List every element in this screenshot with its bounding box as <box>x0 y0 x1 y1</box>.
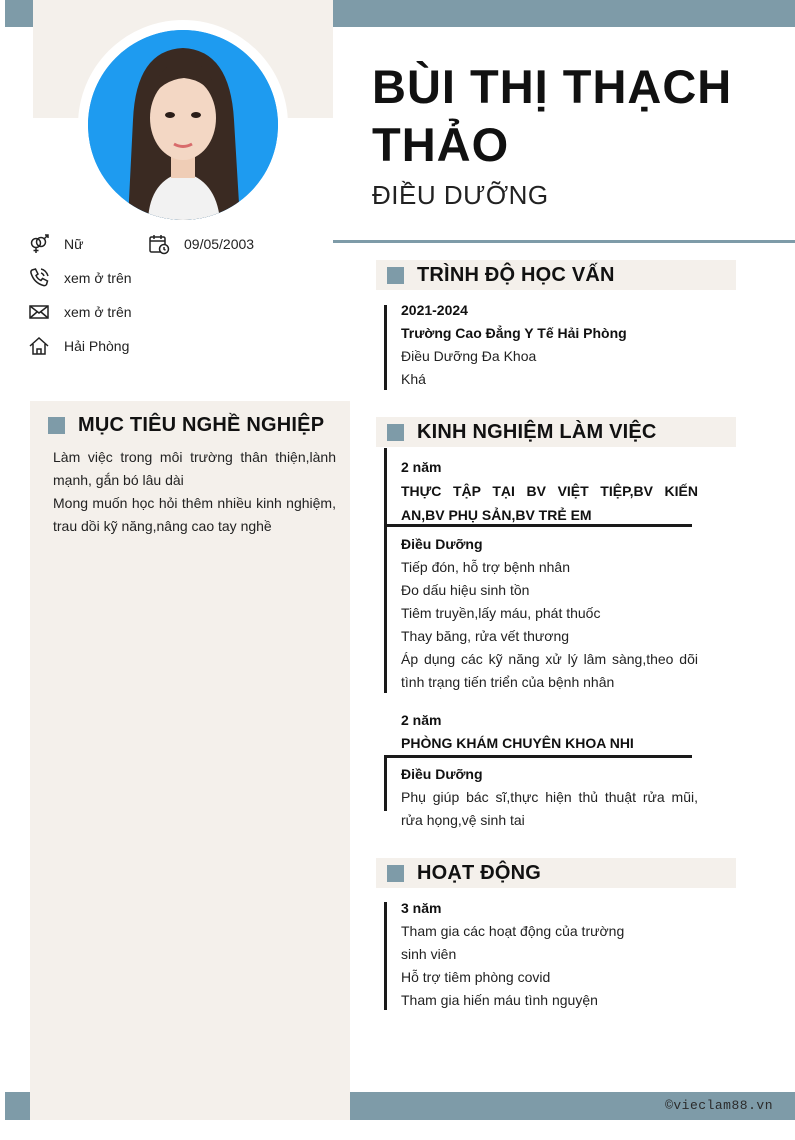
experience-heading <box>376 417 736 447</box>
job-role: Điều Dưỡng <box>401 766 483 782</box>
home-icon <box>28 335 50 357</box>
education-timeline <box>384 305 387 390</box>
activity-item: Hỗ trợ tiêm phòng covid <box>401 969 551 985</box>
gender-icon <box>28 233 50 255</box>
full-name-line2: THẢO <box>372 118 510 171</box>
activities-heading <box>376 858 736 888</box>
objective-heading <box>48 414 324 437</box>
job-task: Thay băng, rửa vết thương <box>401 628 570 644</box>
job-place: THỰC TẬP TẠI BV VIỆT TIỆP,BV KIẾN AN,BV PHỤ SẢN,BV TRẺ EM <box>401 483 698 523</box>
calendar-icon <box>148 233 170 255</box>
full-name-line1: BÙI THỊ THẠCH <box>372 60 733 113</box>
experience-timeline <box>384 448 387 693</box>
email-value: xem ở trên <box>64 304 132 320</box>
job-task: Đo dấu hiệu sinh tồn <box>401 582 530 598</box>
name-block <box>372 58 772 211</box>
birthdate-value: 09/05/2003 <box>184 236 255 252</box>
phone-value: xem ở trên <box>64 270 132 286</box>
experience-timeline <box>384 755 387 811</box>
activity-item: Tham gia các hoạt động của trường <box>401 923 625 939</box>
education-grade: Khá <box>401 371 426 387</box>
objective-text <box>53 446 336 538</box>
email-row <box>28 301 132 323</box>
education-title: TRÌNH ĐỘ HỌC VẤN <box>417 263 615 286</box>
activities-title: HOẠT ĐỘNG <box>417 861 542 884</box>
birthdate-row <box>148 233 254 255</box>
watermark: ©vieclam88.vn <box>665 1098 773 1113</box>
phone-row <box>28 267 132 289</box>
job-task: Tiếp đón, hỗ trợ bệnh nhân <box>401 559 571 575</box>
job-divider <box>384 755 692 758</box>
section-marker-icon <box>387 424 404 441</box>
phone-icon <box>28 267 50 289</box>
education-school: Trường Cao Đẳng Y Tế Hải Phòng <box>401 325 627 341</box>
gender-value: Nữ <box>64 236 84 252</box>
job-task: Áp dụng các kỹ năng xử lý lâm sàng,theo dõi tình trạng tiến triển của bệnh nhân <box>401 651 698 690</box>
activity-item: sinh viên <box>401 946 457 962</box>
objective-panel <box>30 401 350 1120</box>
job-task: Phụ giúp bác sĩ,thực hiện thủ thuật rửa mũi, rửa họng,vệ sinh tai <box>401 789 698 828</box>
job-duration: 2 năm <box>401 712 442 728</box>
job-place: PHÒNG KHÁM CHUYÊN KHOA NHI <box>401 735 634 751</box>
gender-row <box>28 233 83 255</box>
avatar <box>88 30 278 220</box>
activities-timeline <box>384 902 387 1010</box>
header-divider <box>333 240 795 243</box>
activities-duration: 3 năm <box>401 900 442 916</box>
education-heading <box>376 260 736 290</box>
job-title: ĐIỀU DƯỠNG <box>372 180 549 210</box>
objective-title: MỤC TIÊU NGHỀ NGHIỆP <box>78 414 325 436</box>
job-divider <box>384 524 692 527</box>
experience-title: KINH NGHIỆM LÀM VIỆC <box>417 420 657 443</box>
mail-icon <box>28 301 50 323</box>
address-row <box>28 335 129 357</box>
section-marker-icon <box>387 267 404 284</box>
activity-item: Tham gia hiến máu tình nguyện <box>401 992 598 1008</box>
section-marker-icon <box>387 865 404 882</box>
job-task: Tiêm truyền,lấy máu, phát thuốc <box>401 605 601 621</box>
objective-line: Mong muốn học hỏi thêm nhiều kinh nghiệm, trau dồi kỹ năng,nâng cao tay nghề <box>53 495 336 534</box>
job-role: Điều Dưỡng <box>401 536 483 552</box>
job-duration: 2 năm <box>401 459 442 475</box>
section-marker-icon <box>48 417 65 434</box>
objective-line: Làm việc trong môi trường thân thiện,lành mạnh, gắn bó lâu dài <box>53 449 336 488</box>
address-value: Hải Phòng <box>64 338 130 354</box>
education-period: 2021-2024 <box>401 302 468 318</box>
education-major: Điều Dưỡng Đa Khoa <box>401 348 537 364</box>
